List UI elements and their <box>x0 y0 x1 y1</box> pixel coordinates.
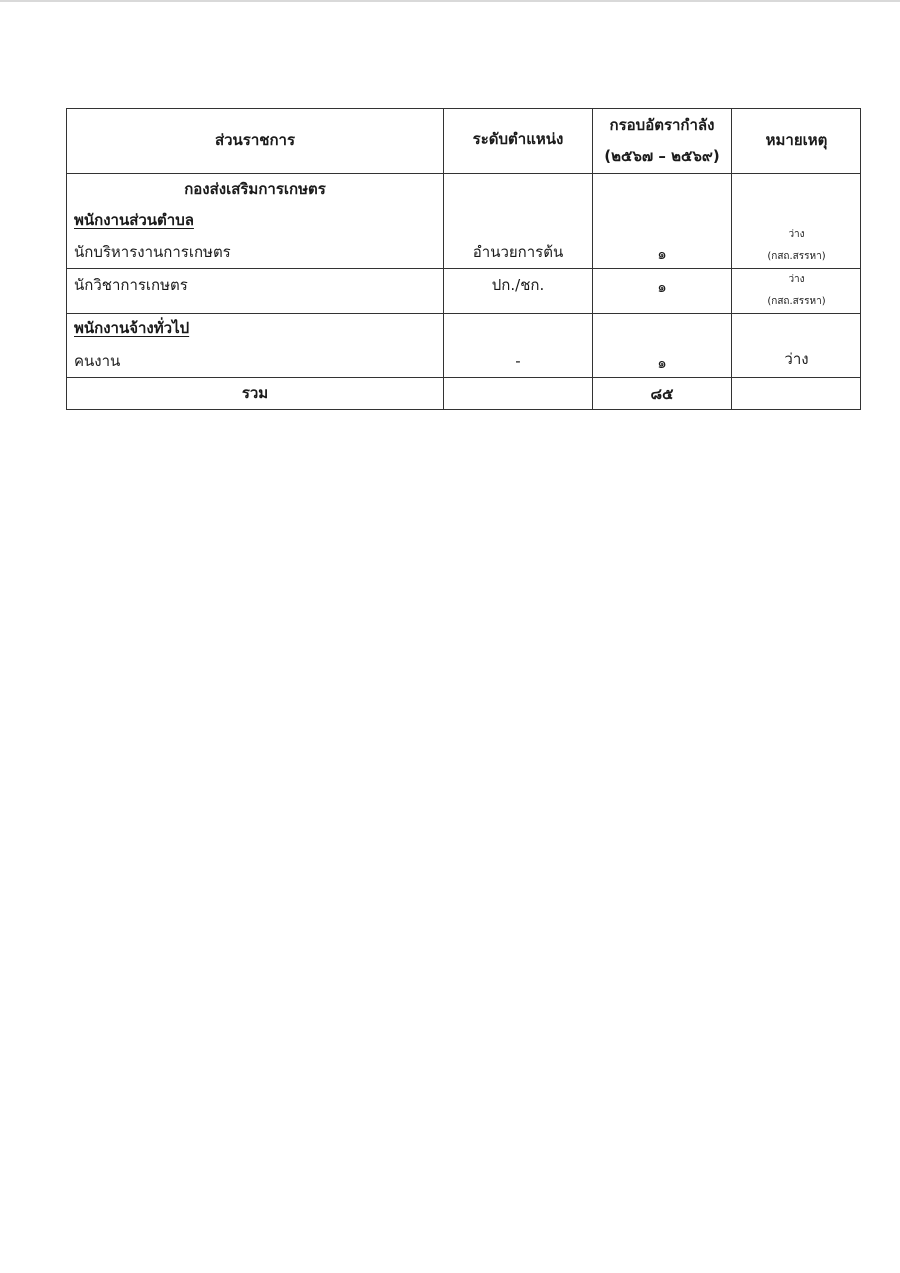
row-position: นักวิชาการเกษตร <box>74 276 188 294</box>
total-divider <box>67 377 860 378</box>
row-level: อำนวยการต้น <box>472 243 564 261</box>
row-divider <box>67 268 860 269</box>
manpower-table <box>66 108 861 410</box>
header-manpower-frame: กรอบอัตรากำลัง <box>609 116 715 134</box>
row-count: ๑ <box>657 354 667 372</box>
section-title-subdistrict-staff: พนักงานส่วนตำบล <box>74 211 194 229</box>
row-level: - <box>515 352 521 370</box>
header-department: ส่วนราชการ <box>214 131 296 149</box>
row-remark: ว่าง <box>784 350 809 368</box>
row-remark-status: ว่าง <box>788 274 805 285</box>
scan-edge-line <box>0 0 900 2</box>
row-remark-status: ว่าง <box>788 229 805 240</box>
row-level: ปก./ชก. <box>491 276 545 294</box>
header-remarks: หมายเหตุ <box>765 131 828 149</box>
section-title-general-employees: พนักงานจ้างทั่วไป <box>74 319 190 337</box>
row-divider <box>67 313 860 314</box>
row-remark-note: (กสถ.สรรหา) <box>767 296 826 307</box>
total-label: รวม <box>241 384 269 402</box>
header-position-level: ระดับตำแหน่ง <box>472 130 564 148</box>
header-divider <box>67 173 860 174</box>
row-count: ๑ <box>657 278 667 296</box>
row-count: ๑ <box>657 245 667 263</box>
row-remark-note: (กสถ.สรรหา) <box>767 251 826 262</box>
total-count: ๘๕ <box>650 385 674 403</box>
row-position: คนงาน <box>74 352 121 370</box>
header-manpower-years: (๒๕๖๗ – ๒๕๖๙) <box>604 147 720 165</box>
division-title: กองส่งเสริมการเกษตร <box>184 180 326 198</box>
row-position: นักบริหารงานการเกษตร <box>74 243 231 261</box>
